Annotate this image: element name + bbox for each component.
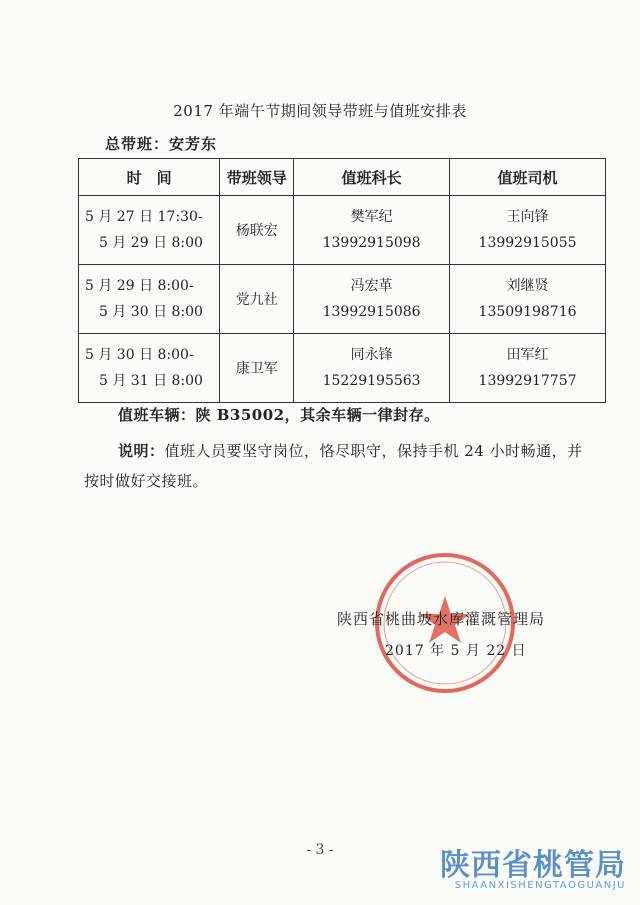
document-title: 2017 年端午节期间领导带班与值班安排表 xyxy=(173,102,467,120)
table-row xyxy=(79,196,606,265)
chief-name: 冯宏革 xyxy=(350,278,393,294)
time-start: 5 月 29 日 8:00- xyxy=(85,278,194,294)
time-start: 5 月 27 日 17:30- xyxy=(85,209,203,225)
chief-duty-label: 总带班：安芳东 xyxy=(105,135,218,153)
header-chief: 值班科长 xyxy=(294,159,450,196)
remarks-paragraph xyxy=(84,436,584,496)
time-end: 5 月 29 日 8:00 xyxy=(99,235,203,251)
duty-table xyxy=(78,158,606,403)
page-number: - 3 - xyxy=(306,842,334,858)
driver-cell xyxy=(450,196,606,265)
table-row xyxy=(79,265,606,334)
remarks-label: 说明： xyxy=(118,442,165,460)
driver-phone: 13509198716 xyxy=(478,304,577,320)
chief-cell xyxy=(294,196,450,265)
chief-cell xyxy=(294,265,450,334)
driver-phone: 13992915055 xyxy=(478,235,577,251)
driver-cell xyxy=(450,334,606,403)
time-end: 5 月 31 日 8:00 xyxy=(99,373,203,389)
leader-cell: 杨联宏 xyxy=(220,196,294,265)
vehicle-note: 值班车辆：陕 B35002，其余车辆一律封存。 xyxy=(118,406,440,424)
leader-cell: 康卫军 xyxy=(220,334,294,403)
driver-name: 刘继贤 xyxy=(506,278,549,294)
leader-cell: 党九社 xyxy=(220,265,294,334)
signature-date: 2017 年 5 月 22 日 xyxy=(385,643,527,659)
header-driver: 值班司机 xyxy=(450,159,606,196)
watermark-logo: 陕西省桃管局 xyxy=(440,848,626,883)
driver-name: 田军红 xyxy=(506,347,549,363)
chief-cell xyxy=(294,334,450,403)
signature-org: 陕西省桃曲坡水库灌溉管理局 xyxy=(337,610,546,628)
time-cell xyxy=(79,265,220,334)
driver-phone: 13992917757 xyxy=(478,373,577,389)
watermark-subtitle: SHAANXISHENGTAOGUANJU xyxy=(454,880,626,891)
chief-name: 同永锋 xyxy=(350,347,393,363)
table-header-row xyxy=(79,159,606,196)
driver-cell xyxy=(450,265,606,334)
time-start: 5 月 30 日 8:00- xyxy=(85,347,194,363)
header-time: 时 间 xyxy=(79,159,220,196)
chief-name: 樊军纪 xyxy=(350,209,393,225)
chief-phone: 15229195563 xyxy=(322,373,421,389)
table-row xyxy=(79,334,606,403)
chief-phone: 13992915086 xyxy=(322,304,421,320)
chief-phone: 13992915098 xyxy=(322,235,421,251)
time-end: 5 月 30 日 8:00 xyxy=(99,304,203,320)
time-cell xyxy=(79,196,220,265)
remarks-text: 值班人员要坚守岗位，恪尽职守，保持手机 24 小时畅通，并按时做好交接班。 xyxy=(84,442,583,490)
time-cell xyxy=(79,334,220,403)
driver-name: 王向锋 xyxy=(506,209,549,225)
header-leader: 带班领导 xyxy=(220,159,294,196)
